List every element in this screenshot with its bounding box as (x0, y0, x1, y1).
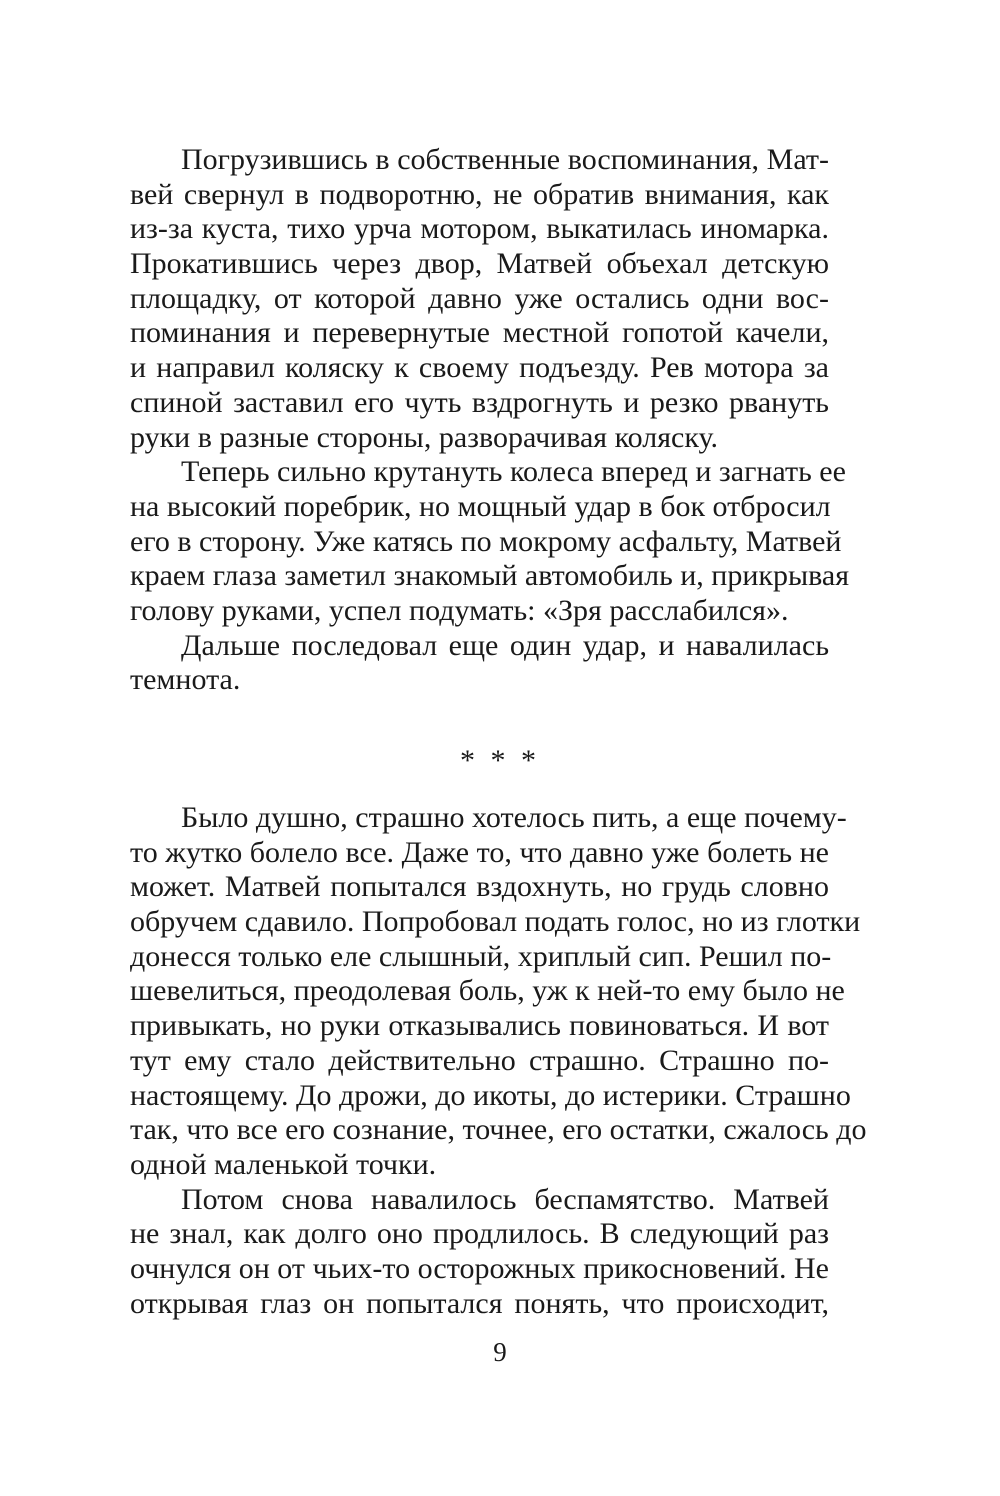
text-line: привыкать, но руки отказывались повиноваться. И вот (130, 1009, 829, 1043)
text-line: голову руками, успел подумать: «Зря расслабился». (130, 593, 789, 627)
page-number: 9 (493, 1337, 507, 1367)
text-line: площадку, от которой давно уже остались одни вос- (130, 281, 829, 315)
text-line: спиной заставил его чуть вздрогнуть и резко рвануть (130, 385, 829, 419)
text-line: Погрузившись в собственные воспоминания, Мат- (181, 143, 829, 176)
text-line: одной маленькой точки. (130, 1147, 437, 1181)
text-line: из-за куста, тихо урча мотором, выкатилась иномарка. (130, 212, 829, 246)
text-line: очнулся он от чьих-то осторожных прикосновений. Не (130, 1251, 829, 1285)
text-line: Было душно, страшно хотелось пить, а еще почему- (181, 801, 847, 834)
text-line: Теперь сильно крутануть колеса вперед и загнать ее (181, 455, 846, 489)
text-line: так, что все его сознание, точнее, его остатки, сжалось до (130, 1113, 867, 1147)
text-line: Прокатившись через двор, Матвей объехал детскую (130, 247, 829, 281)
section-separator: * * * (460, 744, 540, 777)
text-line: обручем сдавило. Попробовал подать голос, но из глотки (130, 905, 861, 939)
text-line: Потом снова навалилось беспамятство. Матвей (181, 1182, 829, 1216)
text-line: открывая глаз он попытался понять, что происходит, (130, 1286, 829, 1320)
text-line: донесся только еле слышный, хриплый сип. Решил по- (130, 939, 832, 973)
text-line: его в сторону. Уже катясь по мокрому асфальту, Матвей (130, 524, 842, 558)
text-section-1 (130, 143, 850, 698)
text-line: то жутко болело все. Даже то, что давно уже болеть не (130, 835, 829, 869)
text-line: руки в разные стороны, разворачивая коляску. (130, 420, 718, 454)
text-line: краем глаза заметил знакомый автомобиль и, прикрывая (130, 559, 850, 593)
text-line: шевелиться, преодолевая боль, уж к ней-то ему было не (130, 974, 845, 1008)
text-line: Дальше последовал еще один удар, и навалилась (181, 628, 829, 662)
text-line: настоящему. До дрожи, до икоты, до истерики. Страшно (130, 1078, 851, 1112)
text-line: вей свернул в подворотню, не обратив внимания, как (130, 177, 829, 211)
text-line: и направил коляску к своему подъезду. Рев мотора за (130, 351, 829, 385)
text-line: не знал, как долго оно продлилось. В следующий раз (130, 1217, 829, 1251)
text-line: поминания и перевернутые местной гопотой качели, (130, 316, 829, 350)
text-line: тут ему стало действительно страшно. Страшно по- (130, 1043, 829, 1077)
text-section-2 (130, 801, 867, 1321)
text-line: может. Матвей попытался вздохнуть, но грудь словно (130, 870, 829, 904)
text-line: темнота. (130, 663, 241, 697)
text-line: на высокий поребрик, но мощный удар в бок отбросил (130, 489, 831, 523)
